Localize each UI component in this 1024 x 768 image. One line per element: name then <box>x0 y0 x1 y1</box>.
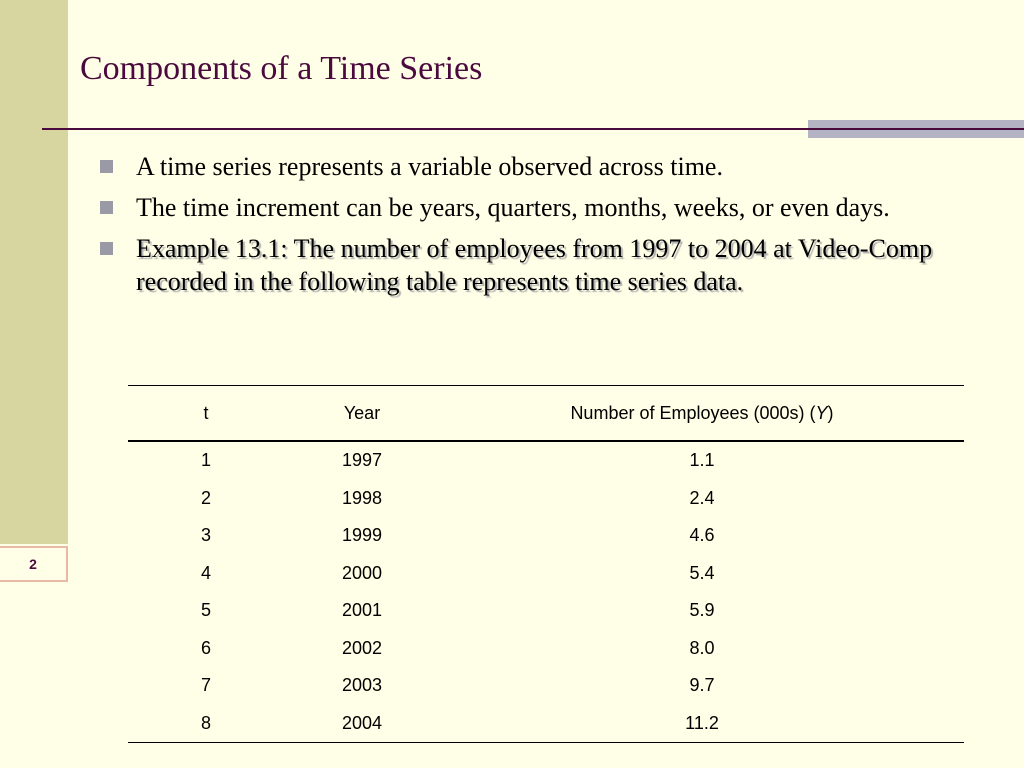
cell-year: 2003 <box>341 675 383 696</box>
cell-year: 1998 <box>341 487 383 508</box>
variable-y: Y <box>815 402 828 423</box>
bullet-item <box>100 191 980 224</box>
table-row <box>128 555 964 593</box>
slide-title: Components of a Time Series <box>80 50 483 87</box>
header-year: Year <box>343 402 381 423</box>
square-bullet-icon <box>100 201 113 214</box>
cell-employees: 5.4 <box>689 562 715 583</box>
table-header-row <box>128 386 964 442</box>
header-employees: Number of Employees (000s) (Y) <box>570 402 834 423</box>
header-t: t <box>203 402 209 423</box>
cell-year: 1999 <box>341 525 383 546</box>
cell-t: 1 <box>200 450 211 471</box>
square-bullet-icon <box>100 160 113 173</box>
cell-t: 8 <box>200 712 211 733</box>
bullet-list <box>100 150 980 306</box>
cell-t: 7 <box>200 675 211 696</box>
cell-employees: 8.0 <box>689 637 715 658</box>
cell-t: 2 <box>200 487 211 508</box>
bullet-text: Example 13.1: The number of employees from 1997 to 2004 at Video-Comp recorded in the following table represents time series data. <box>136 234 933 296</box>
cell-year: 2002 <box>341 637 383 658</box>
cell-t: 5 <box>200 600 211 621</box>
cell-t: 6 <box>200 637 211 658</box>
table-row <box>128 517 964 555</box>
slide-number: 2 <box>0 546 68 582</box>
cell-year: 2001 <box>341 600 383 621</box>
square-bullet-icon <box>100 242 113 255</box>
table-row <box>128 705 964 743</box>
table-row <box>128 592 964 630</box>
cell-t: 3 <box>200 525 211 546</box>
table-row <box>128 441 964 480</box>
table-row <box>128 480 964 518</box>
bullet-text: A time series represents a variable observed across time. <box>136 152 723 181</box>
cell-employees: 5.9 <box>689 600 715 621</box>
bullet-item <box>100 232 980 298</box>
cell-employees: 2.4 <box>689 487 715 508</box>
bullet-text: The time increment can be years, quarters, months, weeks, or even days. <box>136 193 890 222</box>
cell-employees: 1.1 <box>689 450 715 471</box>
table-row <box>128 667 964 705</box>
bullet-item <box>100 150 980 183</box>
cell-year: 2004 <box>341 712 383 733</box>
left-sidebar-bar <box>0 0 68 544</box>
cell-employees: 4.6 <box>689 525 715 546</box>
table-body <box>128 441 964 743</box>
employees-table <box>128 385 964 743</box>
cell-year: 1997 <box>341 450 383 471</box>
cell-employees: 9.7 <box>689 675 715 696</box>
title-rule-accent-line <box>808 128 1024 130</box>
cell-employees: 11.2 <box>685 712 719 733</box>
table-row <box>128 630 964 668</box>
cell-year: 2000 <box>341 562 383 583</box>
cell-t: 4 <box>200 562 211 583</box>
